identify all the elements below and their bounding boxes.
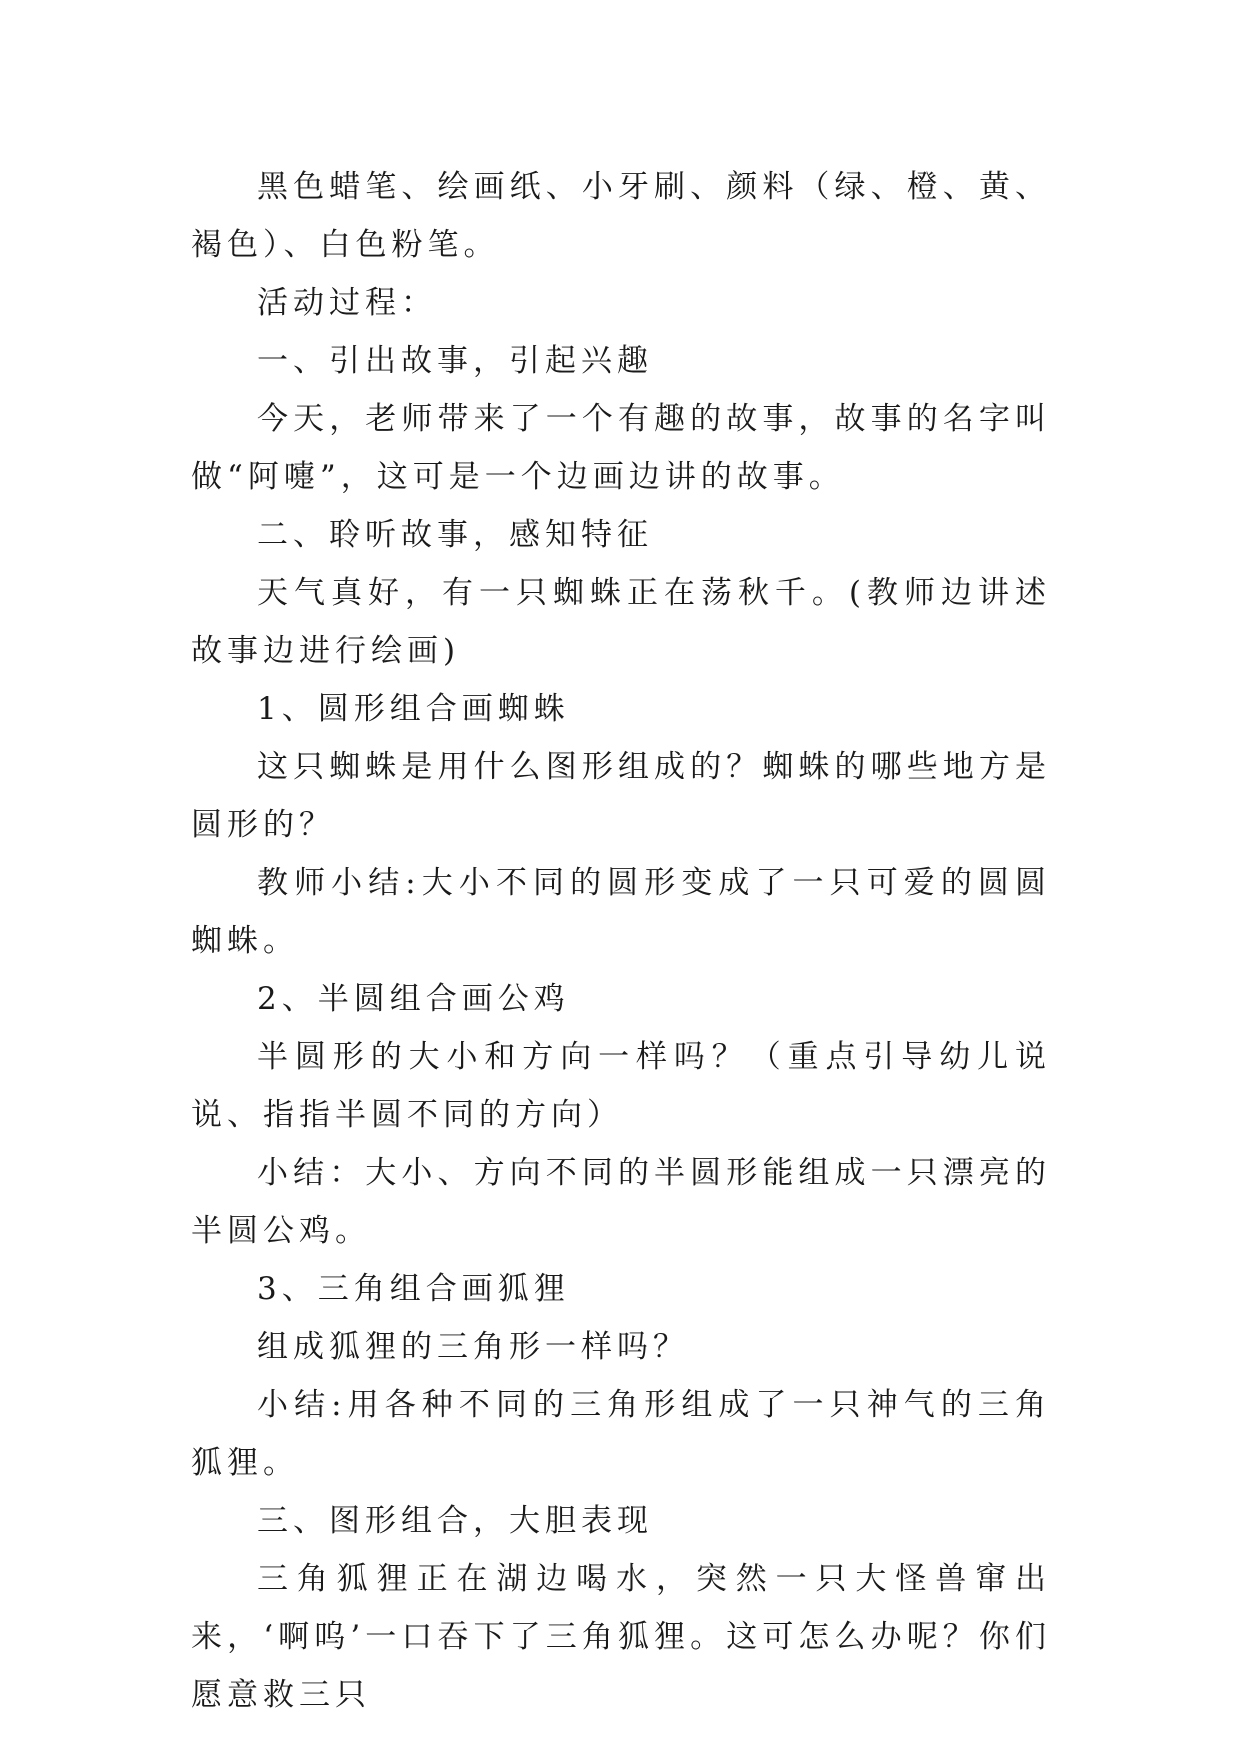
heading-section-3: 三、图形组合，大胆表现 (257, 1503, 653, 1539)
heading-section-1: 一、引出故事，引起兴趣 (257, 343, 653, 379)
heading-semicircle-rooster: 2、半圆组合画公鸡 (257, 981, 570, 1017)
paragraph-spider-question: 这只蜘蛛是用什么图形组成的？蜘蛛的哪些地方是圆形的？ (191, 749, 1051, 843)
heading-circle-spider: 1、圆形组合画蜘蛛 (257, 691, 570, 727)
paragraph-materials: 黑色蜡笔、绘画纸、小牙刷、颜料（绿、橙、黄、褐色）、白色粉笔。 (191, 169, 1051, 263)
paragraph-teacher-summary: 教师小结:大小不同的圆形变成了一只可爱的圆圆蜘蛛。 (191, 865, 1051, 959)
paragraph-monster-story: 三角狐狸正在湖边喝水，突然一只大怪兽窜出来，‘啊呜’一口吞下了三角狐狸。这可怎么办呢？你们愿意救三只 (191, 1561, 1051, 1713)
paragraph-semicircle-question: 半圆形的大小和方向一样吗？（重点引导幼儿说说、指指半圆不同的方向） (191, 1039, 1051, 1133)
paragraph-rooster-summary: 小结：大小、方向不同的半圆形能组成一只漂亮的半圆公鸡。 (191, 1155, 1051, 1249)
paragraph-story-intro: 今天，老师带来了一个有趣的故事，故事的名字叫做“阿嚏”，这可是一个边画边讲的故事。 (191, 401, 1051, 495)
heading-section-2: 二、聆听故事，感知特征 (257, 517, 653, 553)
paragraph-spider-swing: 天气真好，有一只蜘蛛正在荡秋千。(教师边讲述故事边进行绘画) (191, 575, 1051, 669)
heading-triangle-fox: 3、三角组合画狐狸 (257, 1271, 570, 1307)
document-body (191, 158, 1051, 1724)
paragraph-activity-process: 活动过程： (257, 285, 437, 321)
paragraph-fox-question: 组成狐狸的三角形一样吗？ (257, 1329, 689, 1365)
paragraph-fox-summary: 小结:用各种不同的三角形组成了一只神气的三角狐狸。 (191, 1387, 1051, 1481)
